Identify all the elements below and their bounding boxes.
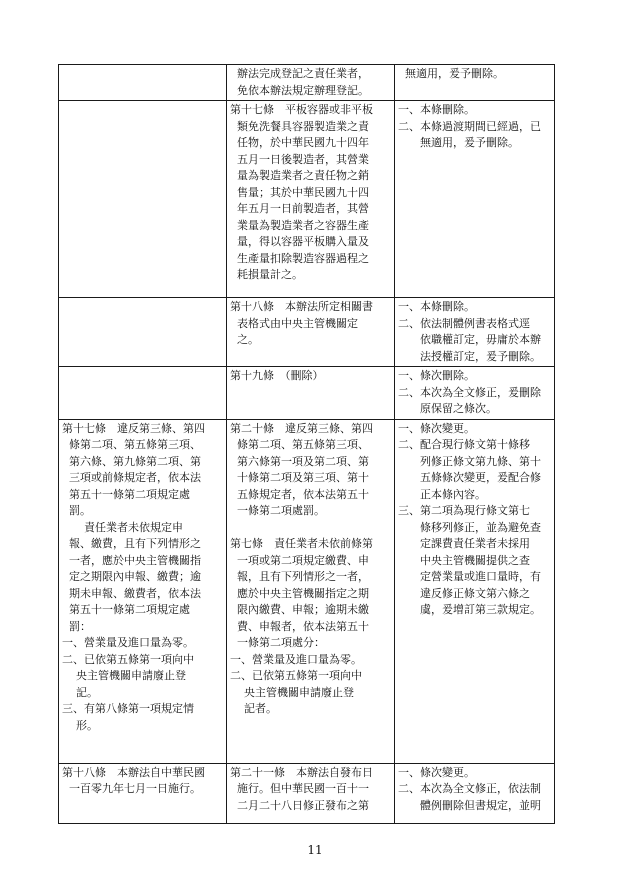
text-line: 第五十一條第二項規定處 — [62, 603, 190, 616]
text-line: 報，且有下列情形之一者， — [230, 570, 369, 583]
current-article-cell — [59, 298, 227, 367]
item-number-label: 二、 — [398, 385, 420, 399]
current-article-cell — [59, 101, 227, 298]
text-line: 表格式由中央主管機關定 — [230, 316, 358, 330]
item-text — [420, 421, 551, 438]
text-line: 定營業量或進口量時，有 — [420, 570, 541, 583]
text-line: 第十八條 本辦法所定相關書 — [230, 300, 373, 313]
text-line: 五條條次變更，爰配合修 — [420, 471, 541, 484]
current-article-cell — [59, 419, 227, 763]
text-line: 一項或第二項規定繳費、申 — [230, 553, 369, 567]
proposed-article-cell — [227, 65, 395, 101]
text-line: 記。 — [62, 685, 98, 699]
text-line: 無適用，爰予刪除。 — [398, 67, 504, 80]
item-number-label: 一、 — [398, 300, 420, 313]
text-line: 條次變更。 — [420, 765, 475, 779]
text-line: 無適用，爰予刪除。 — [420, 136, 519, 149]
item-number-label: 一、 — [398, 421, 420, 435]
explanation-cell — [395, 419, 555, 763]
item-text — [398, 66, 551, 83]
explanation-cell — [395, 763, 555, 823]
item-text — [420, 781, 551, 814]
table-row — [59, 101, 555, 298]
text-line: 類免洗餐具容器製造業之責 — [230, 119, 369, 133]
text-line: 一百零九年七月一日施行。 — [62, 782, 201, 795]
item-number-label: 二、 — [398, 316, 420, 330]
explanation-item — [398, 503, 551, 619]
text-line: 一條第二項處分： — [230, 636, 325, 649]
item-number-label: 二、 — [398, 782, 420, 795]
text-line: 定課費責任業者未採用 — [420, 537, 530, 550]
current-article-cell — [59, 65, 227, 101]
table-body — [59, 65, 555, 824]
text-line: 本次為全文修正，依法制 — [420, 782, 541, 795]
table-row — [59, 763, 555, 823]
text-line: 中央主管機關提供之查 — [420, 553, 530, 567]
text-line: 年五月一日前製造者，其營 — [230, 202, 369, 215]
text-line: 業量為製造業者之容器生產 — [230, 218, 369, 232]
text-line: 期未申報、繳費者，依本法 — [62, 586, 201, 600]
table-row — [59, 419, 555, 763]
text-line: 之。 — [230, 333, 259, 346]
item-text — [420, 368, 551, 385]
text-line: 定之期限內申報、繳費；逾 — [62, 570, 201, 583]
text-line: 法授權訂定，爰予刪除。 — [420, 349, 541, 363]
text-line: 十條第二項及第三項、第十 — [230, 471, 369, 484]
text-line: 辦法完成登記之責任業者， — [230, 67, 369, 80]
text-line: 本條刪除。 — [420, 300, 475, 313]
text-line: 耗損量計之。 — [230, 268, 303, 281]
item-text — [420, 299, 551, 316]
text-line: 費、申報者，依本法第五十 — [230, 619, 369, 633]
explanation-item — [398, 66, 551, 83]
item-text — [420, 385, 551, 418]
text-line: 形。 — [62, 718, 98, 732]
explanation-item — [398, 765, 551, 782]
text-line: 第十七條 違反第三條、第四 — [62, 421, 205, 435]
text-line: 罰。 — [62, 504, 91, 517]
text-line: 虞，爰增訂第三款規定。 — [420, 603, 541, 616]
text-line: 第五十一條第二項規定處 — [62, 487, 190, 501]
text-line: 第二項為現行條文第七 — [420, 504, 530, 517]
item-text — [420, 503, 551, 619]
text-line: 三、有第八條第一項規定情 — [62, 702, 194, 715]
text-line: 本條刪除。 — [420, 103, 475, 116]
text-line: 一、營業量及進口量為零。 — [230, 652, 362, 666]
text-line: 央主管機關申請廢止登 — [62, 669, 186, 682]
text-line: 第十七條 平板容器或非平板 — [230, 103, 373, 116]
current-article-cell — [59, 763, 227, 823]
text-line: 生產量扣除製造容器過程之 — [230, 251, 369, 265]
text-line: 售量；其於中華民國九十四 — [230, 185, 369, 199]
item-number-label: 三、 — [398, 504, 420, 517]
text-line: 央主管機關申請廢止登 — [230, 685, 354, 699]
explanation-item — [398, 368, 551, 385]
text-line: 一、營業量及進口量為零。 — [62, 636, 194, 649]
explanation-item — [398, 421, 551, 438]
text-line: 二、已依第五條第一項向中 — [230, 669, 362, 682]
proposed-article-cell — [227, 367, 395, 420]
page-number: 11 — [307, 843, 323, 857]
text-line: 一條第二項處罰。 — [230, 504, 325, 517]
text-line: 限內繳費、申報；逾期未繳 — [230, 603, 369, 616]
text-line: 量為製造業者之責任物之銷 — [230, 169, 369, 182]
proposed-article-cell — [227, 419, 395, 763]
text-line: 第十九條 （刪除） — [230, 369, 324, 382]
explanation-cell — [395, 367, 555, 420]
explanation-item — [398, 316, 551, 366]
proposed-article-cell — [227, 298, 395, 367]
text-line: 第二十條 違反第三條、第四 — [230, 421, 373, 435]
text-line: 二月二十八日修正發布之第 — [230, 798, 369, 812]
text-line: 應於中央主管機關指定之期 — [230, 586, 369, 600]
item-number-label: 一、 — [398, 765, 420, 779]
item-number-label: 二、 — [398, 438, 420, 451]
text-line: 第七條 責任業者未依前條第 — [230, 537, 373, 550]
text-line: 二、已依第五條第一項向中 — [62, 652, 194, 666]
text-line: 五月一日後製造者，其營業 — [230, 152, 369, 166]
text-line: 原保留之條次。 — [420, 402, 497, 415]
text-line: 本次為全文修正，爰刪除 — [420, 385, 541, 399]
text-line: 三項或前條規定者，依本法 — [62, 471, 201, 484]
text-line: 第二十一條 本辦法自發布日 — [230, 765, 373, 779]
item-number-label: 一、 — [398, 369, 420, 382]
explanation-item — [398, 102, 551, 119]
item-number-label: 一、 — [398, 103, 420, 116]
text-line: 體例刪除但書規定，並明 — [420, 798, 541, 812]
text-line — [230, 520, 391, 537]
text-line: 依職權訂定，毋庸於本辦 — [420, 333, 541, 346]
item-text — [420, 119, 551, 152]
text-line: 記者。 — [230, 702, 277, 715]
table-row — [59, 367, 555, 420]
explanation-item — [398, 437, 551, 503]
text-line: 條次刪除。 — [420, 369, 475, 382]
table-row — [59, 65, 555, 101]
text-line: 一者，應於中央主管機關指 — [62, 553, 201, 567]
explanation-cell — [395, 65, 555, 101]
text-line: 罰： — [62, 619, 91, 633]
text-line: 條移列修正，並為避免查 — [420, 520, 541, 534]
text-line: 配合現行條文第十條移 — [420, 438, 530, 451]
item-text — [420, 765, 551, 782]
explanation-item — [398, 781, 551, 814]
text-line: 違反修正條文第六條之 — [420, 586, 530, 600]
text-line: 五條規定者，依本法第五十 — [230, 487, 369, 501]
text-line: 依法制體例書表格式逕 — [420, 316, 530, 330]
text-line: 第六條第一項及第二項、第 — [230, 454, 369, 468]
item-number-label: 二、 — [398, 119, 420, 133]
proposed-article-cell — [227, 763, 395, 823]
item-text — [420, 437, 551, 503]
text-line: 責任業者未依規定申 — [62, 520, 183, 534]
explanation-item — [398, 385, 551, 418]
text-line: 量，得以容器平板購入量及 — [230, 235, 369, 248]
explanation-cell — [395, 298, 555, 367]
text-line: 條第二項、第五條第三項、 — [62, 438, 201, 451]
proposed-article-cell — [227, 101, 395, 298]
text-line: 施行。但中華民國一百十一 — [230, 782, 369, 795]
current-article-cell — [59, 367, 227, 420]
text-line: 第十八條 本辦法自中華民國 — [62, 765, 205, 779]
text-line: 條第二項、第五條第三項、 — [230, 438, 369, 451]
text-line: 報、繳費，且有下列情形之 — [62, 537, 201, 550]
text-line: 第六條、第九條第二項、第 — [62, 454, 201, 468]
text-line: 免依本辦法規定辦理登記。 — [230, 83, 369, 97]
table-row — [59, 298, 555, 367]
text-line: 本條過渡期間已經過，已 — [420, 119, 541, 133]
text-line: 列修正條文第九條、第十 — [420, 454, 541, 468]
explanation-item — [398, 299, 551, 316]
item-text — [420, 316, 551, 366]
item-text — [420, 102, 551, 119]
text-line: 任物，於中華民國九十四年 — [230, 136, 369, 149]
text-line: 條次變更。 — [420, 421, 475, 435]
text-line: 正本條內容。 — [420, 487, 486, 501]
explanation-item — [398, 119, 551, 152]
amendment-comparison-table — [58, 64, 555, 824]
explanation-cell — [395, 101, 555, 298]
